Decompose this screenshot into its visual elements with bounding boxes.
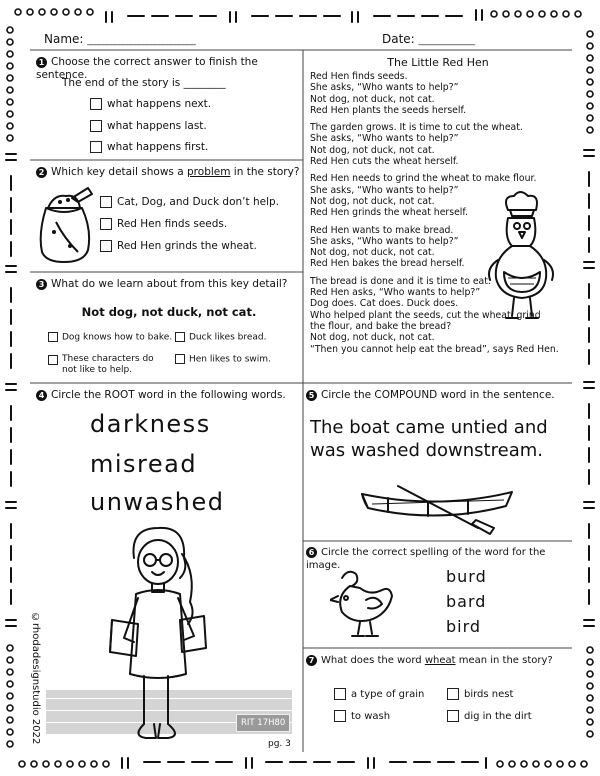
q1-option-a[interactable]: what happens next.: [90, 98, 211, 110]
story-line: Not dog, not duck, not cat.: [310, 195, 435, 207]
bird-illustration: [330, 566, 400, 640]
root-word-misread[interactable]: misread: [90, 450, 198, 478]
checkbox[interactable]: [90, 120, 102, 132]
underlined-word: problem: [187, 166, 231, 178]
story-line: The garden grows. It is time to cut the wheat.: [310, 122, 523, 134]
date-line[interactable]: [382, 32, 475, 46]
q1-stem: The end of the story is ________: [62, 77, 226, 89]
copyright-text: ©rhodadesignstudio 2022: [30, 612, 41, 745]
name-blank: ___________________________: [87, 36, 196, 46]
story-line: Red Hen bakes the bread herself.: [310, 258, 465, 270]
question-number: 1: [36, 57, 47, 68]
story-paragraph: [310, 122, 572, 167]
story-line: Who helped plant the seeds, cut the wheat, grind the flour, and bake the bread?: [310, 309, 541, 332]
story-line: She asks, “Who wants to help?”: [310, 133, 459, 145]
q7-option-a[interactable]: a type of grain: [334, 688, 424, 700]
story-line: Dog does. Cat does. Duck does.: [310, 298, 459, 310]
q3-option-c[interactable]: These characters do not like to help.: [48, 354, 168, 376]
question-5: 5 Circle the COMPOUND word in the sentence.: [306, 389, 572, 402]
checkbox[interactable]: [334, 710, 346, 722]
checkbox[interactable]: [90, 141, 102, 153]
story-line: Red Hen grinds the wheat herself.: [310, 207, 468, 219]
story-line: “Then you cannot help eat the bread”, says Red Hen.: [310, 343, 559, 355]
checkbox[interactable]: [48, 332, 58, 342]
story-paragraph: [310, 71, 572, 116]
question-number: 5: [306, 390, 317, 401]
story-line: Red Hen needs to grind the wheat to make flour.: [310, 173, 537, 185]
q7-option-b[interactable]: birds nest: [447, 688, 513, 700]
story-line: She asks, “Who wants to help?”: [310, 184, 459, 196]
story-line: Not dog, not duck, not cat.: [310, 93, 435, 105]
question-number: 3: [36, 279, 47, 290]
q7-option-d[interactable]: dig in the dirt: [447, 710, 532, 722]
checkbox[interactable]: [90, 98, 102, 110]
story-line: Not dog, not duck, not cat.: [310, 144, 435, 156]
question-6: 6 Circle the correct spelling of the word for the image.: [306, 547, 546, 571]
compound-sentence[interactable]: The boat came untied and was washed downstream.: [310, 417, 548, 461]
underlined-word: wheat: [424, 655, 456, 666]
root-word-darkness[interactable]: darkness: [90, 410, 211, 438]
checkbox[interactable]: [100, 196, 112, 208]
checkbox[interactable]: [100, 240, 112, 252]
spelling-bard[interactable]: bard: [446, 592, 487, 611]
question-4: 4 Circle the ROOT word in the following words.: [36, 389, 302, 402]
q3-option-d[interactable]: Hen likes to swim.: [175, 354, 271, 365]
q1-option-b[interactable]: what happens last.: [90, 120, 207, 132]
root-word-unwashed[interactable]: unwashed: [90, 488, 225, 516]
q3-option-b[interactable]: Duck likes bread.: [175, 332, 266, 343]
code-badge: RIT 17H80: [236, 714, 290, 732]
spelling-bird[interactable]: bird: [446, 617, 482, 636]
story-line: Not dog, not duck, not cat.: [310, 332, 435, 344]
red-hen-chef-illustration: [486, 188, 556, 328]
checkbox[interactable]: [175, 354, 185, 364]
q2-option-a[interactable]: Cat, Dog, and Duck don’t help.: [100, 196, 279, 208]
page-number: pg. 3: [268, 739, 291, 749]
question-3: 3 What do we learn about from this key detail?: [36, 278, 302, 291]
date-label: Date:: [382, 32, 419, 46]
girl-reading-illustration: [104, 524, 214, 756]
q3-option-a[interactable]: Dog knows how to bake.: [48, 332, 172, 343]
flour-sack-icon: [34, 186, 96, 266]
question-number: 4: [36, 390, 47, 401]
checkbox[interactable]: [48, 355, 58, 365]
story-line: Red Hen cuts the wheat herself.: [310, 156, 459, 168]
name-label: Name:: [44, 32, 88, 46]
question-number: 7: [306, 655, 317, 666]
story-line: She asks, “Who wants to help?”: [310, 235, 459, 247]
question-7: 7 What does the word wheat mean in the story?: [306, 654, 572, 667]
key-detail: Not dog, not duck, not cat.: [81, 305, 257, 319]
q2-option-c[interactable]: Red Hen grinds the wheat.: [100, 240, 257, 252]
question-number: 6: [306, 547, 317, 558]
rowboat-illustration: [358, 484, 516, 536]
checkbox[interactable]: [334, 688, 346, 700]
story-line: Red Hen plants the seeds herself.: [310, 104, 467, 116]
question-prompt: Choose the correct answer to finish the sentence.: [36, 56, 258, 81]
q2-option-b[interactable]: Red Hen finds seeds.: [100, 218, 227, 230]
q7-option-c[interactable]: to wash: [334, 710, 390, 722]
story-line: Not dog, not duck, not cat.: [310, 247, 435, 259]
checkbox[interactable]: [175, 332, 185, 342]
question-2: 2 Which key detail shows a problem in the story?: [36, 166, 302, 179]
story-line: She asks, “Who wants to help?”: [310, 82, 459, 94]
story-line: Red Hen finds seeds.: [310, 71, 408, 82]
question-number: 2: [36, 167, 47, 178]
story-line: Red Hen asks, “Who wants to help?”: [310, 287, 481, 299]
checkbox[interactable]: [447, 688, 459, 700]
checkbox[interactable]: [447, 710, 459, 722]
story-line: Red Hen wants to make bread.: [310, 224, 454, 236]
story-line: The bread is done and it is time to eat.: [310, 275, 491, 287]
q1-option-c[interactable]: what happens first.: [90, 141, 208, 153]
spelling-burd[interactable]: burd: [446, 567, 487, 586]
name-line[interactable]: [44, 32, 195, 46]
checkbox[interactable]: [100, 218, 112, 230]
date-blank: ______________: [418, 36, 475, 46]
story-title: The Little Red Hen: [387, 56, 489, 69]
